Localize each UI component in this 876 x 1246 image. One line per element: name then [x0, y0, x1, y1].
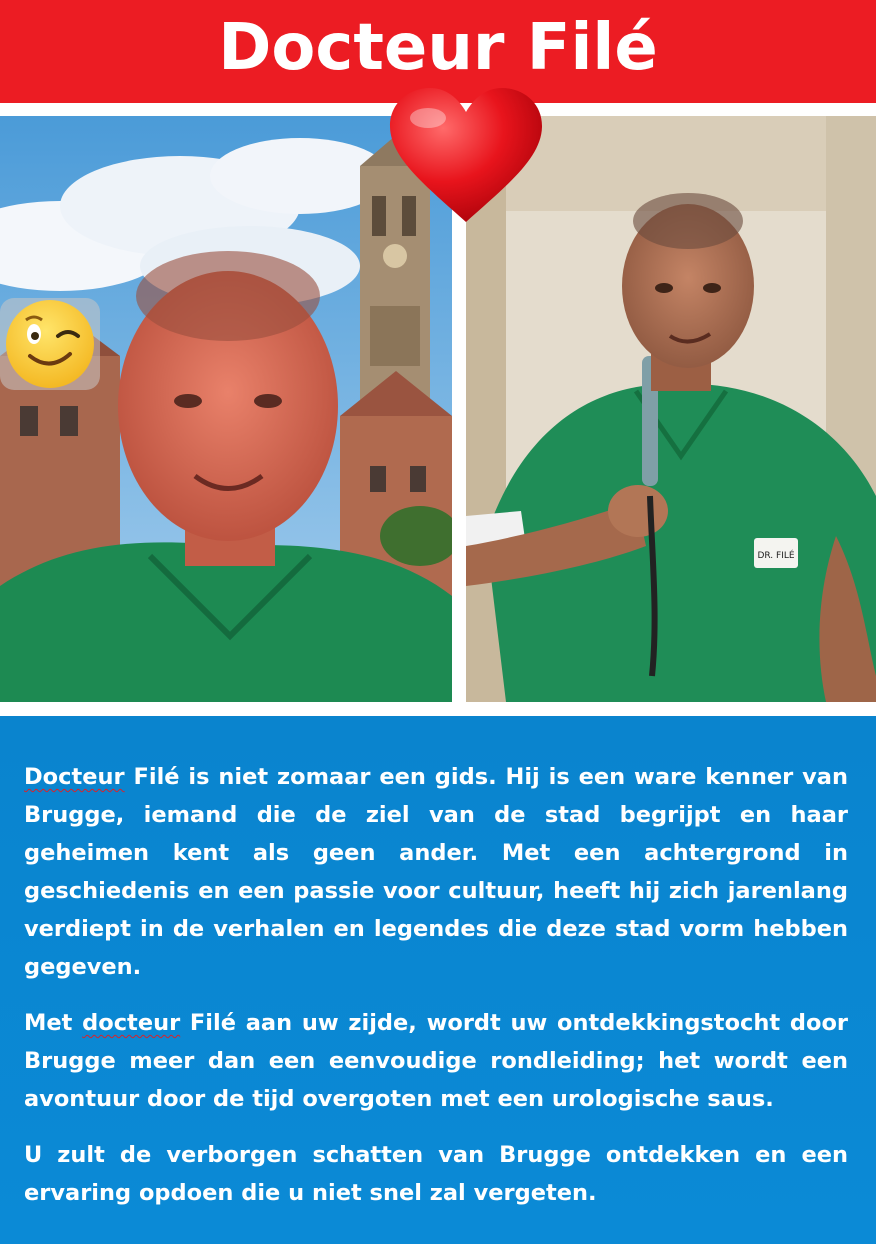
spellcheck-word: docteur — [82, 1010, 181, 1036]
paragraph-tour — [24, 1004, 848, 1118]
spellcheck-word: Docteur — [24, 764, 125, 790]
winking-face-icon — [0, 298, 100, 390]
paragraph-closing: U zult de verborgen schatten van Brugge ontdekken en een ervaring opdoen die u niet snel zal vergeten. — [24, 1142, 848, 1206]
paragraph-tour-text: Filé aan uw zijde, wordt uw ontdekkingstocht door Brugge meer dan een eenvoudige rondleiding; het wordt een avontuur door de tijd overgoten met een urologische saus. — [24, 1010, 848, 1112]
description-panel — [0, 716, 876, 1244]
paragraph-tour-start: Met — [24, 1010, 83, 1036]
photo-left-illustration — [0, 116, 452, 702]
page-title: Docteur Filé — [218, 11, 658, 85]
heart-icon — [386, 86, 546, 224]
paragraph-intro-text: Filé is niet zomaar een gids. Hij is een ware kenner van Brugge, iemand die de ziel van de stad begrijpt en haar geheimen kent als geen ander. Met een achtergrond in geschiedenis en een passie voor cultuur, heeft hij zich jarenlang verdiept in de verhalen en legendes die deze stad vorm hebben gegeven. — [24, 764, 848, 980]
name-badge-text: DR. FILÉ — [757, 551, 795, 561]
photo-left — [0, 116, 452, 702]
paragraph-intro — [24, 758, 848, 986]
